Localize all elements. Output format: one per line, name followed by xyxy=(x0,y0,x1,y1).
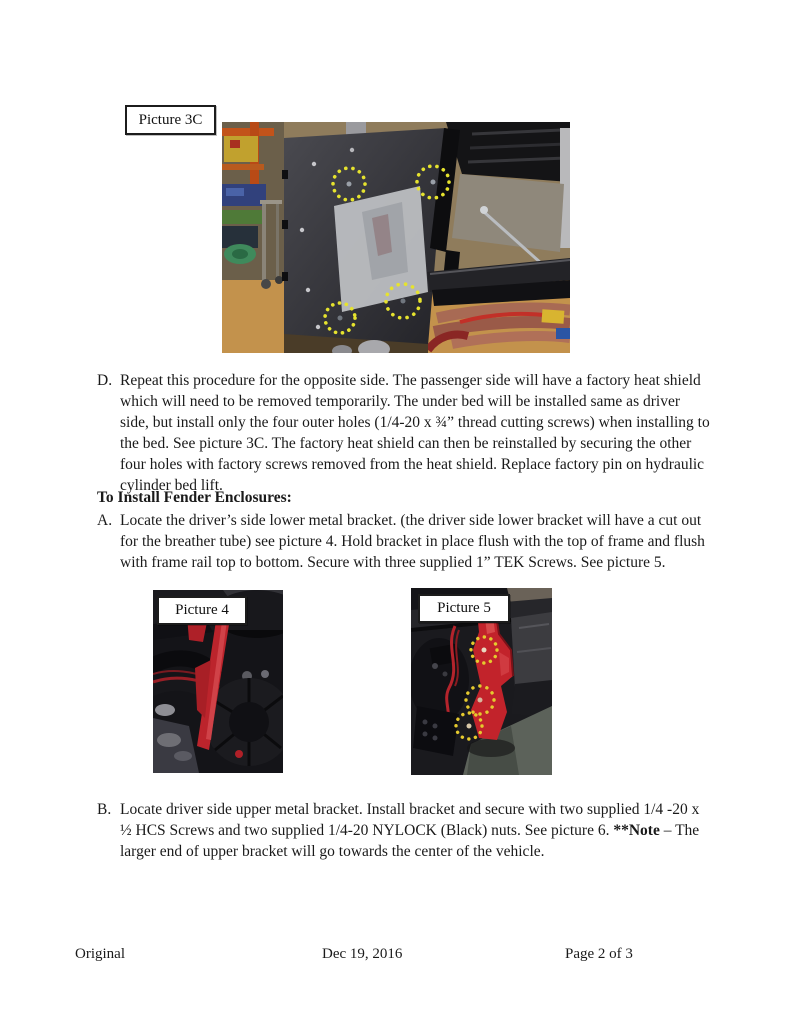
step-d-label: D. xyxy=(97,372,113,389)
step-a xyxy=(97,510,711,573)
step-d xyxy=(97,370,711,496)
step-b-note: **Note xyxy=(613,822,660,839)
step-b-text xyxy=(120,799,711,862)
picture-5-caption: Picture 5 xyxy=(418,594,510,623)
picture-4-caption: Picture 4 xyxy=(157,596,247,625)
step-b xyxy=(97,799,711,862)
step-b-text-after: – The larger end of upper bracket will go towards the center of the vehicle. xyxy=(120,822,700,860)
step-b-text-before: Locate driver side upper metal bracket. Install bracket and secure with two supplied 1/4 -20 x ½ HCS Screws and two supplied 1/4-20 NYLOCK (Black) nuts. See picture 6. xyxy=(120,801,700,839)
picture-3c-caption: Picture 3C xyxy=(125,105,216,135)
step-a-label: A. xyxy=(97,512,113,529)
photo-3c-illustration xyxy=(222,122,570,353)
step-a-text: Locate the driver’s side lower metal bracket. (the driver side lower bracket will have a cut out for the breather tube) see picture 4. Hold bracket in place flush with the top of frame and flush with frame rail top to bottom. Secure with three supplied 1” TEK Screws. See picture 5. xyxy=(120,512,705,571)
footer-date: Dec 19, 2016 xyxy=(322,946,403,962)
footer-page-number: Page 2 of 3 xyxy=(565,946,633,962)
step-b-label: B. xyxy=(97,801,112,818)
step-d-text: Repeat this procedure for the opposite side. The passenger side will have a factory heat shield which will need to be removed temporarily. The under bed will be installed same as driver side, but install only the four outer holes (1/4-20 x ¾” thread cutting screws) when installing to the bed. See picture 3C. The factory heat shield can then be reinstalled by securing the other four holes with factory screws removed from the heat shield. Replace factory pin on hydraulic cylinder bed lift. xyxy=(120,372,710,494)
photo-3c xyxy=(222,122,570,353)
photo-5 xyxy=(411,588,552,775)
footer-revision: Original xyxy=(75,946,125,962)
photo-4 xyxy=(153,590,283,773)
section-heading: To Install Fender Enclosures: xyxy=(97,489,292,506)
